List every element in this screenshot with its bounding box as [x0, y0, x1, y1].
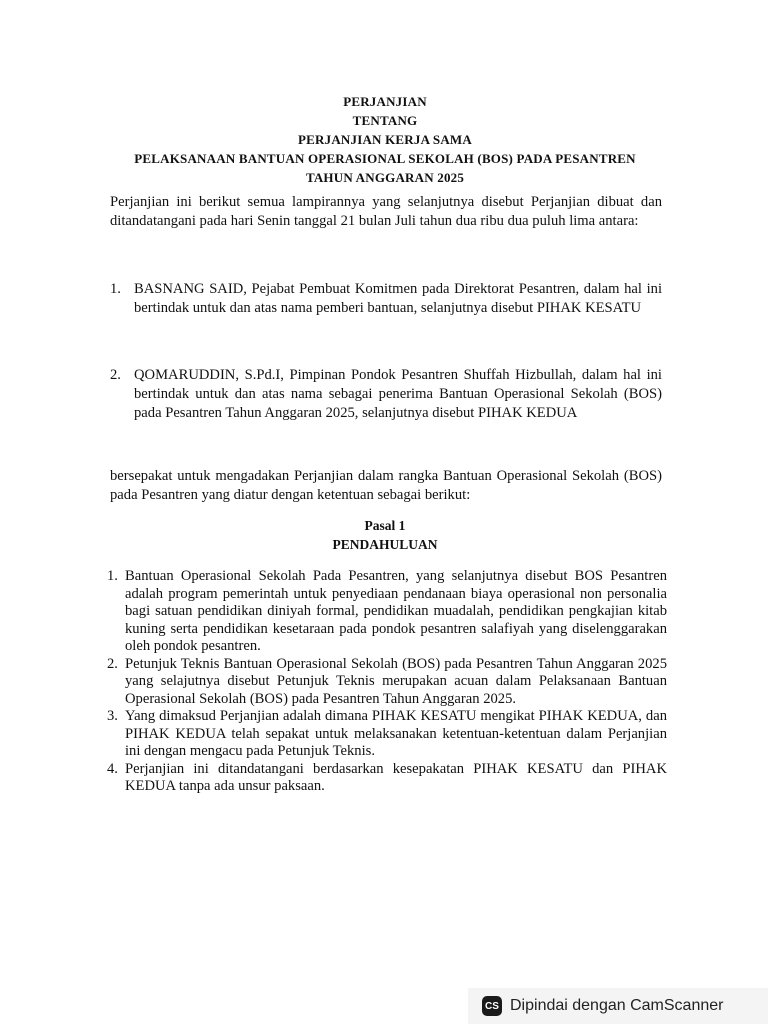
clause-item	[107, 568, 667, 656]
clause-text: Yang dimaksud Perjanjian adalah dimana PIHAK KESATU mengikat PIHAK KEDUA, dan PIHAK KEDUA telah sepakat untuk melaksanakan ketentuan-ketentuan dalam Perjanjian ini dengan mengacu pada Petunjuk Teknis.	[125, 708, 667, 759]
party-text: BASNANG SAID, Pejabat Pembuat Komitmen pada Direktorat Pesantren, dalam hal ini bertindak untuk dan atas nama pemberi bantuan, selanjutnya disebut PIHAK KESATU	[134, 281, 662, 316]
agreement-paragraph: bersepakat untuk mengadakan Perjanjian dalam rangka Bantuan Operasional Sekolah (BOS) pada Pesantren yang diatur dengan ketentuan sebagai berikut:	[110, 468, 662, 503]
party-number: 1.	[110, 281, 121, 297]
document-title	[100, 92, 670, 187]
clause-number: 2.	[107, 655, 118, 672]
title-line-3: PERJANJIAN KERJA SAMA	[298, 132, 472, 147]
clause-item	[107, 655, 667, 709]
clause-number: 1.	[107, 568, 118, 584]
watermark-label: Dipindai dengan CamScanner	[510, 997, 724, 1014]
clause-text: Bantuan Operasional Sekolah Pada Pesantren, yang selanjutnya disebut BOS Pesantren adalah program pemerintah untuk penyediaan pendanaan biaya operasional non personalia bagi satuan pendidikan diniyah formal, pendidikan muadalah, pendidikan pengkajian kitab kuning serta pendidikan kesetaraan pada pondok pesantren salafiyah yang diselenggarakan oleh pondok pesantren.	[125, 568, 667, 654]
title-line-2: TENTANG	[352, 113, 418, 128]
pasal-number: Pasal 1	[364, 518, 406, 533]
clause-list	[107, 568, 667, 796]
pasal-heading	[300, 516, 470, 554]
clause-text: Petunjuk Teknis Bantuan Operasional Sekolah (BOS) pada Pesantren Tahun Anggaran 2025 yang selajutnya disebut Petunjuk Teknis merupakan acuan dalam Pelaksanaan Bantuan Operasional Sekolah (BOS) pada Pesantren Tahun Anggaran 2025.	[125, 655, 667, 707]
party-number: 2.	[110, 367, 121, 383]
party-text: QOMARUDDIN, S.Pd.I, Pimpinan Pondok Pesantren Shuffah Hizbullah, dalam hal ini bertindak untuk dan atas nama sebagai penerima Bantuan Operasional Sekolah (BOS) pada Pesantren Tahun Anggaran 2025, selanjutnya disebut PIHAK KEDUA	[134, 367, 662, 421]
clause-item	[107, 708, 667, 761]
party-item	[110, 366, 662, 423]
clause-item	[107, 760, 667, 796]
title-line-5: TAHUN ANGGARAN 2025	[305, 170, 465, 185]
clause-number: 3.	[107, 708, 118, 724]
camscanner-watermark	[468, 988, 768, 1024]
intro-paragraph: Perjanjian ini berikut semua lampirannya yang selanjutnya disebut Perjanjian dibuat dan ditandatangani pada hari Senin tanggal 21 bulan Juli tahun dua ribu dua puluh lima antara:	[110, 194, 662, 229]
camscanner-logo-icon: CS	[482, 996, 502, 1016]
title-line-4: PELAKSANAAN BANTUAN OPERASIONAL SEKOLAH (BOS) PADA PESANTREN	[134, 151, 636, 166]
party-item	[110, 280, 662, 318]
clause-text: Perjanjian ini ditandatangani berdasarkan kesepakatan PIHAK KESATU dan PIHAK KEDUA tanpa ada unsur paksaan.	[125, 760, 667, 794]
clause-number: 4.	[107, 760, 118, 777]
pasal-title: PENDAHULUAN	[332, 537, 438, 552]
title-line-1: PERJANJIAN	[343, 94, 427, 109]
